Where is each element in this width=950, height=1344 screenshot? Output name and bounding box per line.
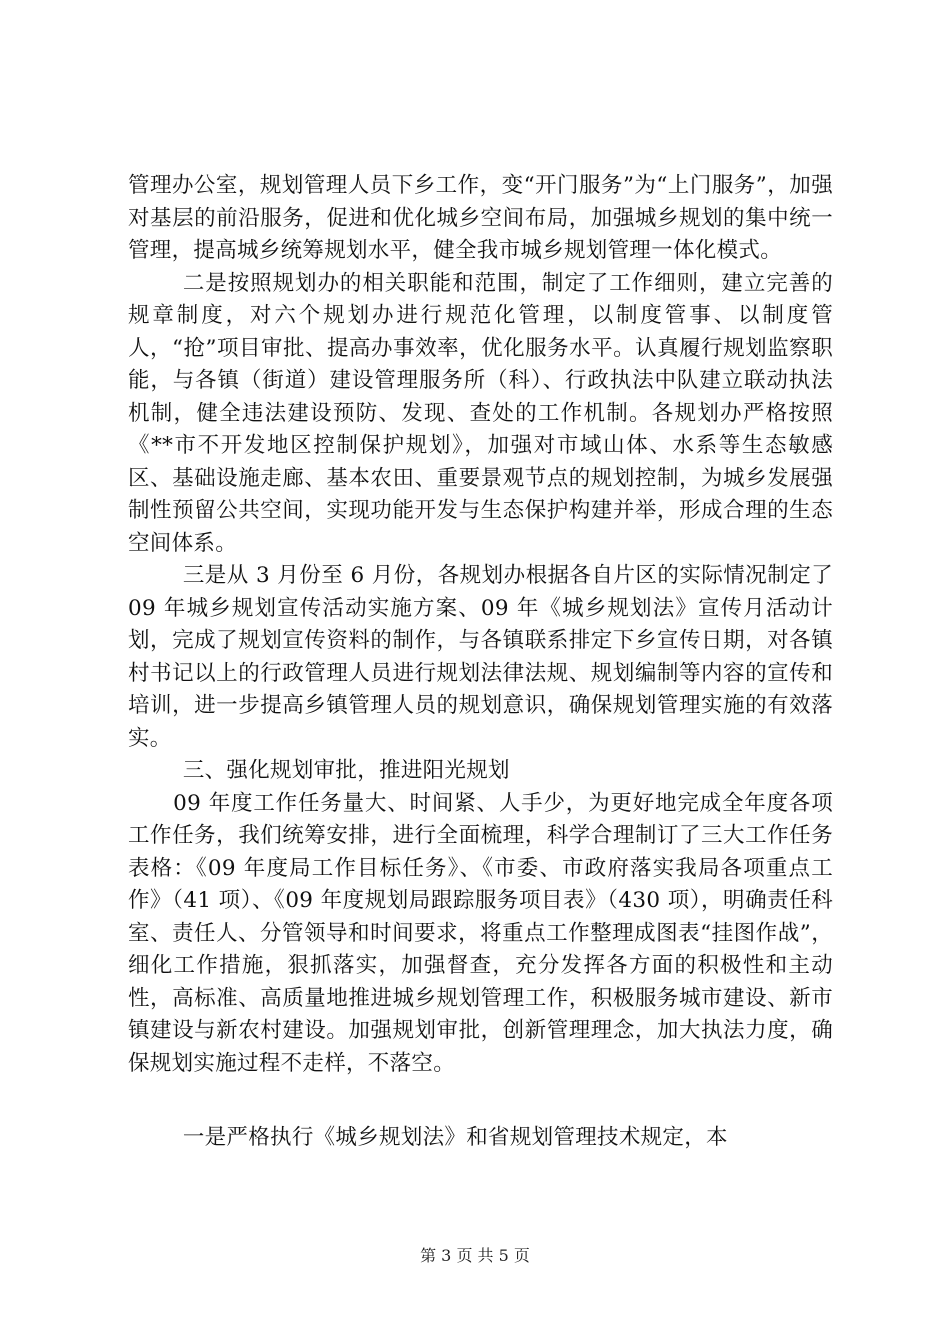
- paragraph-point-one: 一是严格执行《城乡规划法》和省规划管理技术规定，本: [182, 1125, 728, 1150]
- paragraph-section-intro: 09 年度工作任务量大、时间紧、人手少，为更好地完成全年度各项工作任务，我们统筹安排，进行全面梳理，科学合理制订了三大工作任务表格：《09 年度局工作目标任务》、《市委、市政府落实我局各项重点工作》（41 项）、《09 年度规划局跟踪服务项目表》（430 项），明确责任科室、责任人、分管领导和时间要求，将重点工作整理成图表“挂图作战”，细化工作措施，狠抓落实，加强督查，充分发挥各方面的积极性和主动性，高标准、高质量地推进城乡规划管理工作，积极服务城市建设、新市镇建设与新农村建设。加强规划审批，创新管理理念，加大执法力度，确保规划实施过程不走样，不落空。: [128, 790, 833, 1076]
- section-heading: 三、强化规划审批，推进阳光规划: [182, 758, 510, 783]
- page-footer: 第 3 页 共 5 页: [420, 1246, 530, 1265]
- paragraph-point-three: 三是从 3 月份至 6 月份，各规划办根据各自片区的实际情况制定了 09 年城乡规划宣传活动实施方案、09 年《城乡规划法》宣传月活动计划，完成了规划宣传资料的制作，与各镇联系排定下乡宣传日期，对各镇村书记以上的行政管理人员进行规划法律法规、规划编制等内容的宣传和培训，进一步提高乡镇管理人员的规划意识，确保规划管理实施的有效落实。: [128, 563, 833, 751]
- document-body: [128, 170, 833, 1155]
- paragraph-point-two: 二是按照规划办的相关职能和范围，制定了工作细则，建立完善的规章制度，对六个规划办进行规范化管理，以制度管事、以制度管人，“抢”项目审批、提高办事效率，优化服务水平。认真履行规划监察职能，与各镇（街道）建设管理服务所（科）、行政执法中队建立联动执法机制，健全违法建设预防、发现、查处的工作机制。各规划办严格按照《**市不开发地区控制保护规划》，加强对市域山体、水系等生态敏感区、基础设施走廊、基本农田、重要景观节点的规划控制，为城乡发展强制性预留公共空间，实现功能开发与生态保护构建并举，形成合理的生态空间体系。: [128, 270, 833, 556]
- paragraph-continuation: 管理办公室，规划管理人员下乡工作，变“开门服务”为“上门服务”，加强对基层的前沿服务，促进和优化城乡空间布局，加强城乡规划的集中统一管理，提高城乡统筹规划水平，健全我市城乡规划管理一体化模式。: [128, 173, 833, 263]
